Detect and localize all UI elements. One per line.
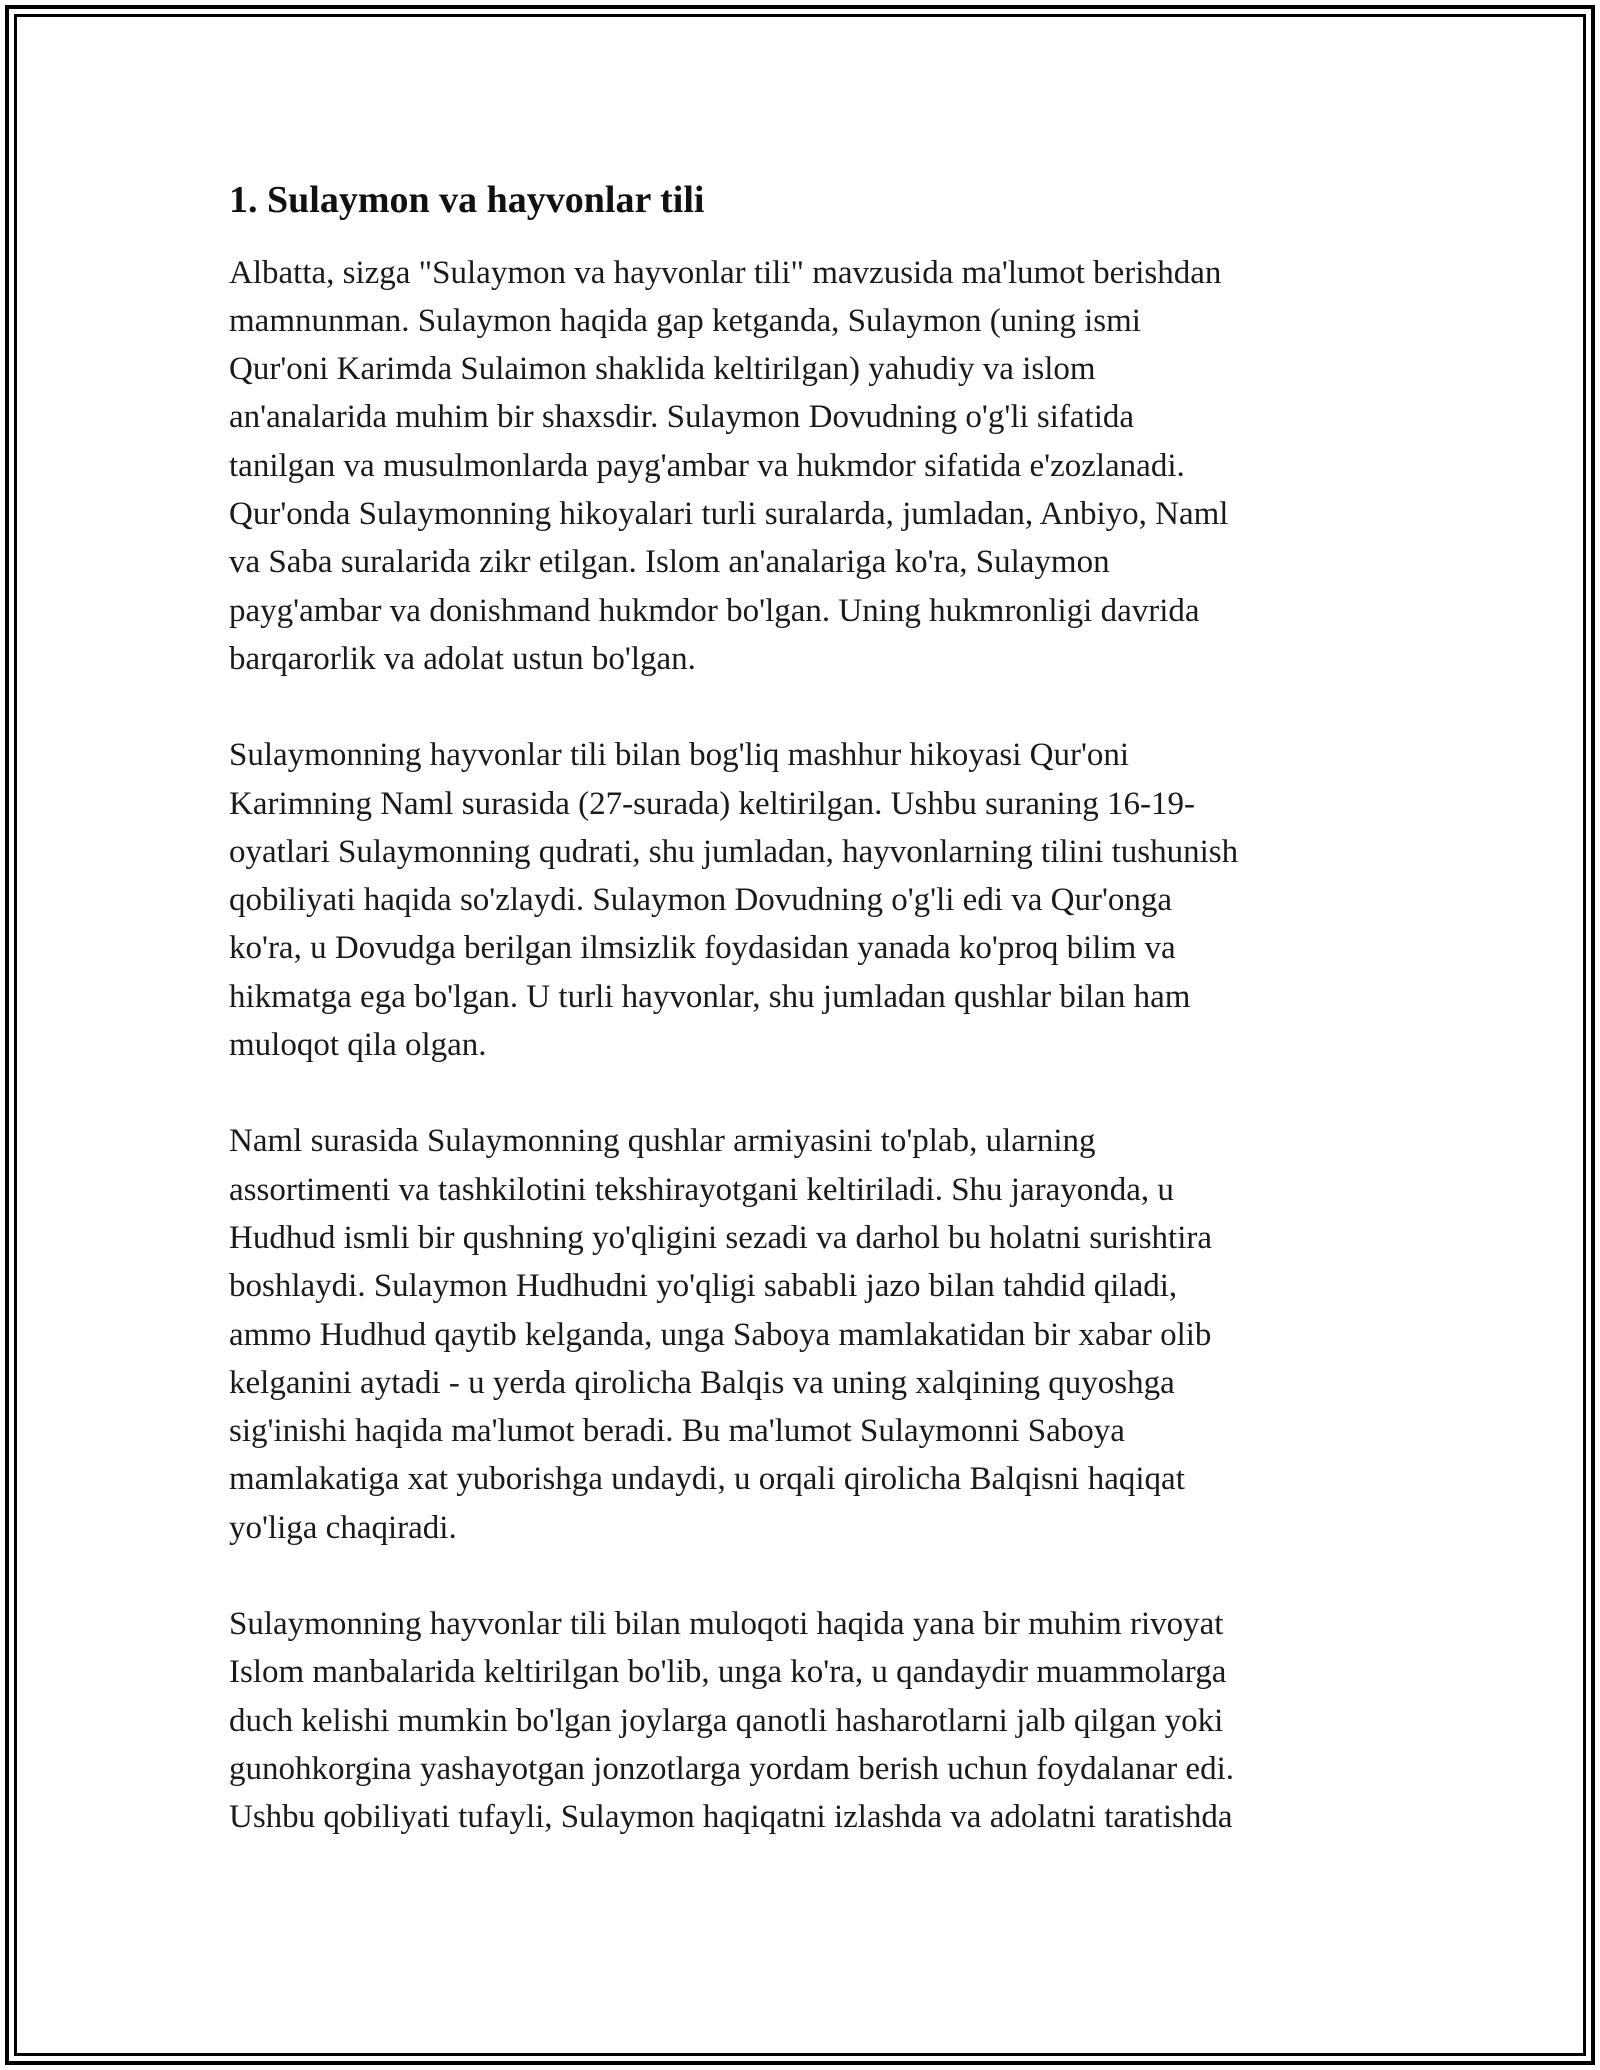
paragraph-line: ammo Hudhud qaytib kelganda, unga Saboya mamlakatidan bir xabar olib — [229, 1316, 1212, 1353]
paragraph-line: Qur'onda Sulaymonning hikoyalari turli suralarda, jumladan, Anbiyo, Naml — [229, 496, 1229, 533]
paragraph-line: qobiliyati haqida so'zlaydi. Sulaymon Dovudning o'g'li edi va Qur'onga — [229, 882, 1173, 919]
paragraph-line: payg'ambar va donishmand hukmdor bo'lgan. Uning hukmronligi davrida — [229, 592, 1200, 629]
paragraph-line: tanilgan va musulmonlarda payg'ambar va hukmdor sifatida e'zozlanadi. — [229, 447, 1185, 484]
paragraph-line: Ushbu qobiliyati tufayli, Sulaymon haqiqatni izlashda va adolatni taratishda — [229, 1799, 1233, 1836]
paragraph-line: Qur'oni Karimda Sulaimon shaklida keltirilgan) yahudiy va islom — [229, 351, 1096, 388]
paragraph-line: Albatta, sizga "Sulaymon va hayvonlar tili" mavzusida ma'lumot berishdan — [229, 254, 1222, 291]
paragraph-line: Hudhud ismli bir qushning yo'qligini sezadi va darhol bu holatni surishtira — [229, 1219, 1213, 1256]
paragraph-3 — [229, 1117, 1361, 1552]
paragraph-line: Sulaymonning hayvonlar tili bilan muloqoti haqida yana bir muhim rivoyat — [229, 1606, 1224, 1643]
paragraph-4 — [229, 1600, 1361, 1841]
paragraph-line: kelganini aytadi - u yerda qirolicha Balqis va uning xalqining quyoshga — [229, 1364, 1175, 1401]
paragraph-line: mamlakatiga xat yuborishga undaydi, u orqali qirolicha Balqisni haqiqat — [229, 1461, 1185, 1498]
paragraph-line: Karimning Naml surasida (27-surada) keltirilgan. Ushbu suraning 16-19- — [229, 785, 1195, 822]
paragraph-line: an'analarida muhim bir shaxsdir. Sulaymon Dovudning o'g'li sifatida — [229, 399, 1135, 436]
paragraph-line: barqarorlik va adolat ustun bo'lgan. — [229, 640, 696, 677]
paragraph-line: duch kelishi mumkin bo'lgan joylarga qanotli hasharotlarni jalb qilgan yoki — [229, 1702, 1224, 1739]
paragraph-line: Naml surasida Sulaymonning qushlar armiyasini to'plab, ularning — [229, 1123, 1096, 1160]
paragraph-2 — [229, 731, 1361, 1069]
paragraph-line: muloqot qila olgan. — [229, 1027, 487, 1064]
paragraph-line: Sulaymonning hayvonlar tili bilan bog'liq mashhur hikoyasi Qur'oni — [229, 737, 1130, 774]
document-body — [229, 178, 1361, 1890]
paragraph-line: va Saba suralarida zikr etilgan. Islom an'analariga ko'ra, Sulaymon — [229, 544, 1110, 581]
paragraph-line: sig'inishi haqida ma'lumot beradi. Bu ma'lumot Sulaymonni Saboya — [229, 1413, 1125, 1450]
paragraph-line: oyatlari Sulaymonning qudrati, shu jumladan, hayvonlarning tilini tushunish — [229, 833, 1239, 870]
paragraph-line: mamnunman. Sulaymon haqida gap ketganda, Sulaymon (uning ismi — [229, 302, 1141, 339]
section-heading: 1. Sulaymon va hayvonlar tili — [229, 179, 705, 221]
paragraph-1 — [229, 249, 1361, 684]
paragraph-line: yo'liga chaqiradi. — [229, 1509, 457, 1546]
paragraph-line: assortimenti va tashkilotini tekshirayotgani keltiriladi. Shu jarayonda, u — [229, 1171, 1174, 1208]
paragraph-line: gunohkorgina yashayotgan jonzotlarga yordam berish uchun foydalanar edi. — [229, 1750, 1235, 1787]
paragraph-line: Islom manbalarida keltirilgan bo'lib, unga ko'ra, u qandaydir muammolarga — [229, 1654, 1227, 1691]
paragraph-line: boshlaydi. Sulaymon Hudhudni yo'qligi sababli jazo bilan tahdid qiladi, — [229, 1268, 1178, 1305]
paragraph-line: hikmatga ega bo'lgan. U turli hayvonlar, shu jumladan qushlar bilan ham — [229, 978, 1191, 1015]
paragraph-line: ko'ra, u Dovudga berilgan ilmsizlik foydasidan yanada ko'proq bilim va — [229, 930, 1176, 967]
